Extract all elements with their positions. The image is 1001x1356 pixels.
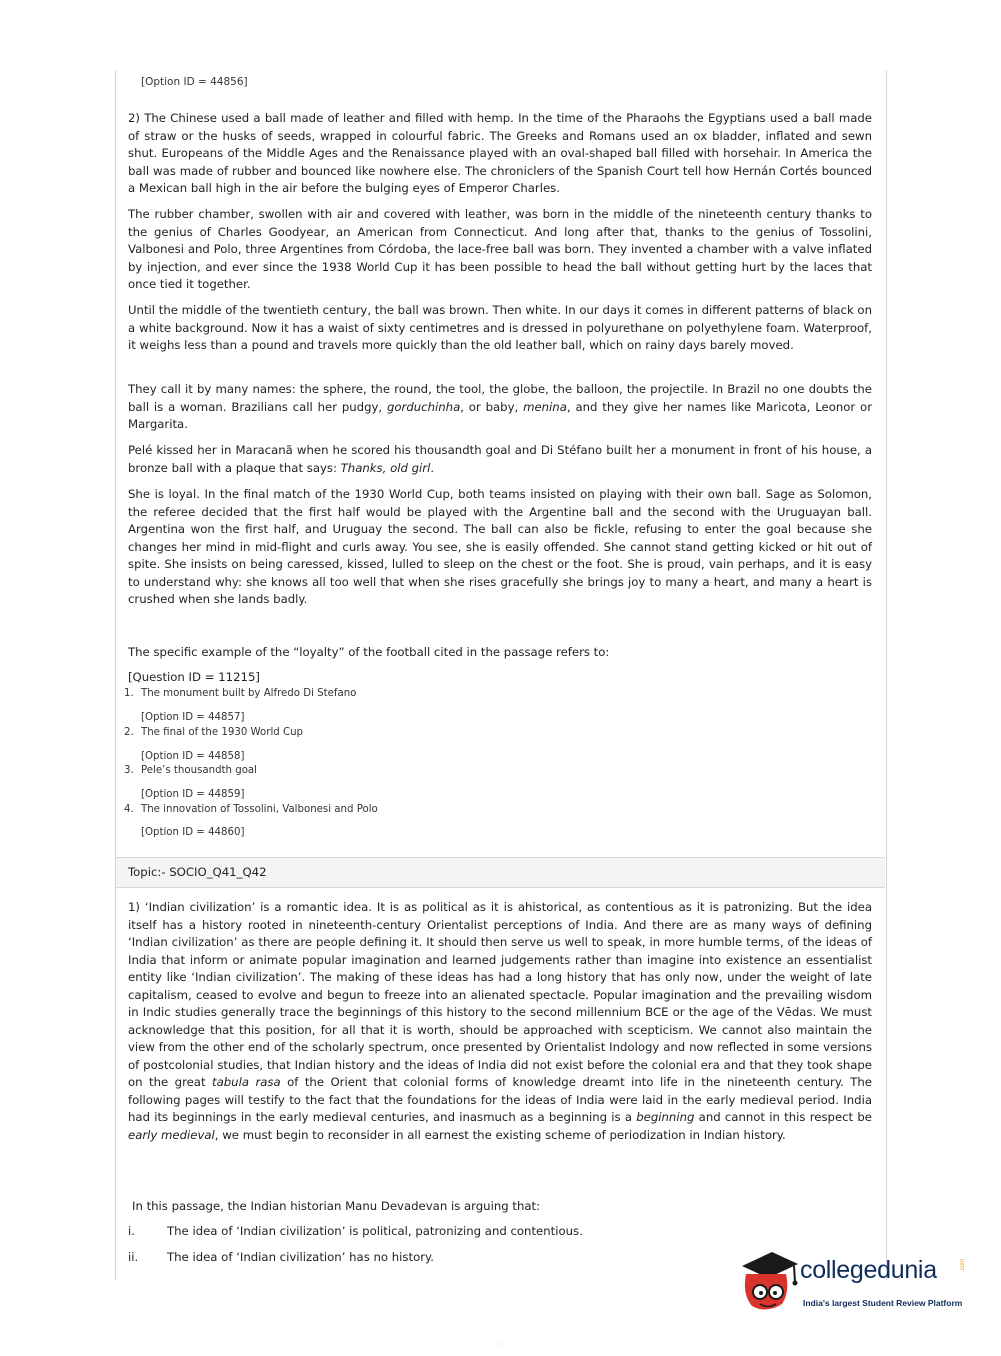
option-4[interactable]: 4. The innovation of Tossolini, Valbonesi and Polo <box>124 804 378 815</box>
topic-bar <box>116 857 885 888</box>
passage3-paragraph: 1) ‘Indian civilization’ is a romantic idea. It is as political as it is ahistorical, as contentious as it is patronizing. But the idea itself has a history rooted in nineteenth-century Orientalist perceptions of India. And there are as many ways of defining ‘Indian civilization’ as there are people defining it. It should then serve us well to speak, in more humble terms, of the ideas of India that inform or animate popular imagination and learned judgements rather than imagine into existence an essentialist entity like ‘Indian civilization’. The making of these ideas has had a long history that has only now, under the weight of late capitalism, ceased to evolve and begun to freeze into an alienated spectacle. Popular imagination and the prevailing wisdom in Indic studies generally trace the beginnings of this history to the second millennium BCE or the age of the Vēdas. We must acknowledge that this position, for all that it is worth, should be approached with scepticism. We cannot also maintain the view from the other end of the scholarly spectrum, once presented by Orientalist Indology and now reflected in some versions of postcolonial studies, that Indian history and the ideas of India did not exist before the colonial era and that they took shape on the great tabula rasa of the Orient that colonial forms of knowledge dreamt into life in the nineteenth century. The following pages will testify to the fact that the foundations for the ideas of India were laid in the early medieval period. India had its beginnings in the early medieval centuries, and inasmuch as a beginning is a beginning and cannot in this respect be early medieval, we must begin to reconsider in all earnest the existing scheme of periodization in Indian history. <box>128 900 872 1142</box>
option-id-4: [Option ID = 44860] <box>141 827 245 838</box>
option-id-1: [Option ID = 44857] <box>141 712 245 723</box>
question2-text: In this passage, the Indian historian Manu Devadevan is arguing that: <box>132 1199 541 1213</box>
passage2-paragraph-2: The rubber chamber, swollen with air and covered with leather, was born in the middle of the nineteenth century thanks to the genius of Charles Goodyear, an American from Connecticut. And long after that, thanks to the genius of Tossolini, Valbonesi and Polo, three Argentines from Córdoba, the lace-free ball was born. They invented a chamber with a valve inflated by injection, and ever since the 1938 World Cup it has been possible to head the ball without getting hurt by the laces that once tied it together. <box>128 207 872 291</box>
passage2-paragraph-1: 2) The Chinese used a ball made of leather and filled with hemp. In the time of the Pharaohs the Egyptians used a ball made of straw or the husks of seeds, wrapped in colourful fabric. The Greeks and Romans used an ox bladder, inflated and sewn shut. Europeans of the Middle Ages and the Renaissance played with an oval-shaped ball filled with horsehair. In America the ball was made of rubber and bounced like nowhere else. The chroniclers of the Spanish Court tell how Hernán Cortés bounced a Mexican ball high in the air before the bulging eyes of Emperor Charles. <box>128 111 872 195</box>
page-marker: · <box>497 1340 500 1349</box>
collegedunia-logo <box>738 1248 970 1320</box>
option-3[interactable]: 3. Pele’s thousandth goal <box>124 765 258 776</box>
mascot-icon <box>738 1248 800 1320</box>
passage2-paragraph-6: She is loyal. In the final match of the 1930 World Cup, both teams insisted on playing with their own ball. Sage as Solomon, the referee decided that the first half would be played with the Argentine ball and the second with the Uruguayan ball. Argentina won the first half, and Uruguay the second. The ball can also be fickle, refusing to enter the goal because she changes her mind in mid-flight and curls away. You see, she is easily offended. She cannot stand getting kicked or hit out of spite. She insists on being caressed, kissed, lulled to sleep on the chest or the foot. She is proud, vain perhaps, and it is easy to understand why: she knows all too well that when she rises gracefully she brings joy to many a heart, and many a heart is crushed when she lands badly. <box>128 487 872 606</box>
question-id: [Question ID = 11215] <box>128 670 260 684</box>
logo-wordmark: collegedunia <box>800 1256 937 1284</box>
option-id-2: [Option ID = 44858] <box>141 751 245 762</box>
statement-i: i. The idea of ‘Indian civilization’ is political, patronizing and contentious. <box>128 1224 583 1238</box>
option-2[interactable]: 2. The final of the 1930 World Cup <box>124 727 304 738</box>
statement-ii: ii. The idea of ‘Indian civilization’ has no history. <box>128 1250 435 1264</box>
logo-dotcom: .com <box>960 1258 966 1272</box>
passage2-paragraph-3: Until the middle of the twentieth century, the ball was brown. Then white. In our days it comes in different patterns of black on a white background. Now it has a waist of sixty centimetres and is dressed in polyurethane on polyethylene foam. Waterproof, it weighs less than a pound and travels more quickly than the old leather ball, which on rainy days barely moved. <box>128 303 872 352</box>
option-1[interactable]: 1. The monument built by Alfredo Di Stefano <box>124 688 357 699</box>
option-id-3: [Option ID = 44859] <box>141 789 245 800</box>
logo-tagline: India's largest Student Review Platform <box>803 1298 963 1308</box>
passage2-paragraph-4: They call it by many names: the sphere, the round, the tool, the globe, the balloon, the projectile. In Brazil no one doubts the ball is a woman. Brazilians call her pudgy, gorduchinha, or baby, menina, and they give her names like Maricota, Leonor or Margarita. <box>128 382 872 431</box>
option-id-top: [Option ID = 44856] <box>141 76 248 88</box>
passage2-paragraph-5: Pelé kissed her in Maracanã when he scored his thousandth goal and Di Stéfano built her a monument in front of his house, a bronze ball with a plaque that says: Thanks, old girl. <box>128 443 872 475</box>
question-text: The specific example of the “loyalty” of the football cited in the passage refers to: <box>128 645 610 659</box>
topic-label: Topic:- SOCIO_Q41_Q42 <box>128 865 267 879</box>
